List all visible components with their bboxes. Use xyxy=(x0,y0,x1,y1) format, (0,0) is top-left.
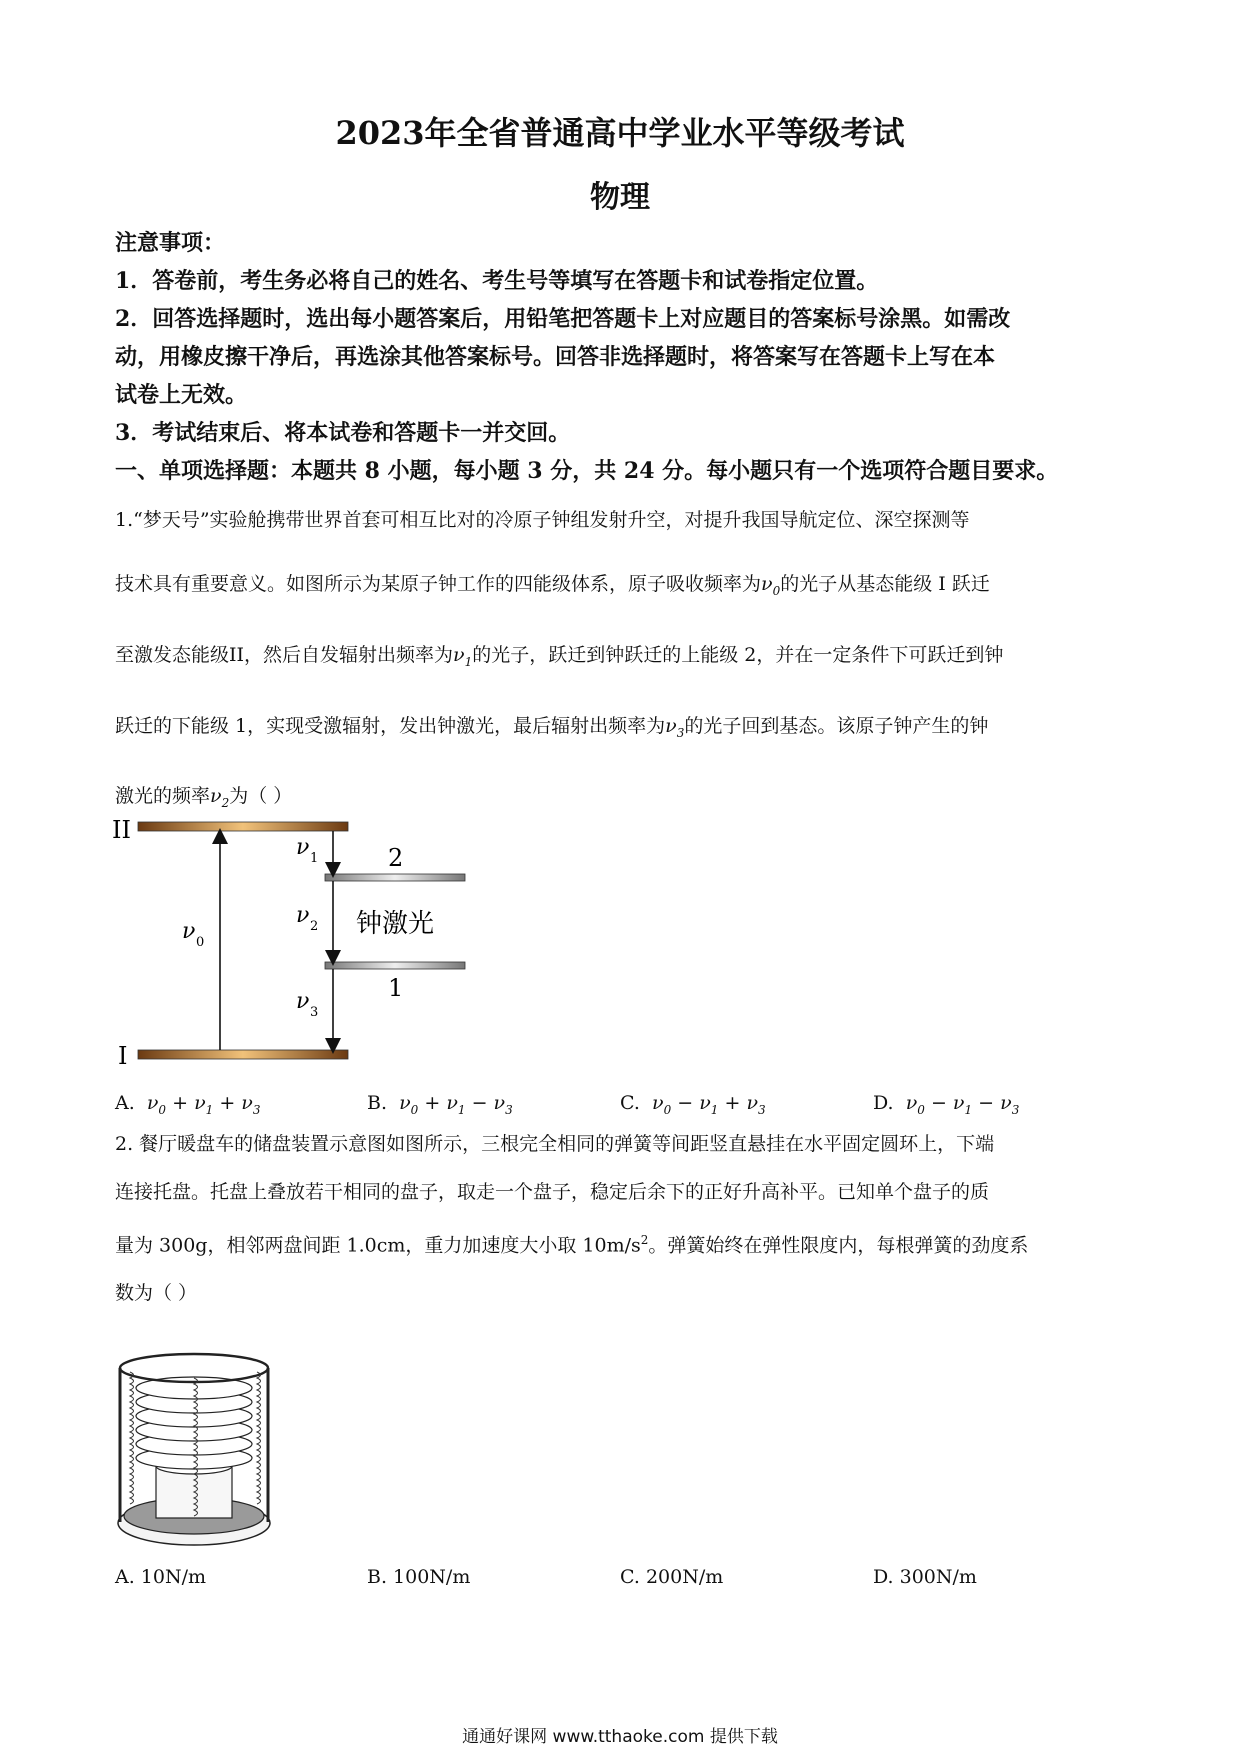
q1-line5: 激光的频率$\nu_2$为（ ） xyxy=(115,785,293,811)
clock-laser-label: 钟激光 xyxy=(356,909,435,939)
plate-warmer-illustration xyxy=(112,1348,277,1553)
svg-text:1: 1 xyxy=(310,851,319,866)
nu0-symbol: $\nu_0$ xyxy=(761,573,781,598)
q1-option-c[interactable]: C. $\nu_0 - \nu_1 + \nu_3$ xyxy=(620,1092,766,1117)
diagram-nu0-label xyxy=(182,919,204,950)
question-1-text xyxy=(115,488,1145,835)
q1-option-a[interactable]: A. $\nu_0 + \nu_1 + \nu_3$ xyxy=(115,1092,261,1117)
diagram-nu3-label xyxy=(296,989,318,1020)
nu1-symbol: $\nu_1$ xyxy=(453,643,473,669)
level-1-bar xyxy=(325,962,465,969)
q2-option-d[interactable]: D. 300N/m xyxy=(873,1566,977,1588)
q1-line1: 1.“梦天号”实验舱携带世界首套可相互比对的冷原子钟组发射升空，对提升我国导航定位、深空探测等 xyxy=(115,509,970,531)
svg-text:ν: ν xyxy=(296,903,310,928)
q1-line2: 技术具有重要意义。如图所示为某原子钟工作的四能级体系，原子吸收频率为$\nu_0$的光子从基态能级 I 跃迁 xyxy=(115,573,990,598)
q2-line2: 连接托盘。托盘上叠放若干相同的盘子，取走一个盘子，稳定后余下的正好升高补平。已知单个盘子的质 xyxy=(115,1181,990,1203)
q1-line4: 跃迁的下能级 1，实现受激辐射，发出钟激光，最后辐射出频率为$\nu_3$的光子回到基态。该原子钟产生的钟 xyxy=(115,714,989,740)
svg-text:ν: ν xyxy=(296,835,310,860)
level-2-label: 2 xyxy=(388,844,404,872)
svg-text:ν: ν xyxy=(296,989,310,1014)
notice-item-2-line2: 动，用橡皮擦干净后，再选涂其他答案标号。回答非选择题时，将答案写在答题卡上写在本 xyxy=(115,344,996,370)
level-I-label: I xyxy=(118,1042,128,1070)
notice-item-3: 3．考试结束后、将本试卷和答题卡一并交回。 xyxy=(115,420,571,446)
q2-option-c[interactable]: C. 200N/m xyxy=(620,1566,724,1588)
notice-item-2-line1: 2．回答选择题时，选出每小题答案后，用铅笔把答题卡上对应题目的答案标号涂黑。如需改 xyxy=(115,306,1011,332)
notice-block xyxy=(115,224,1145,490)
svg-text:2: 2 xyxy=(310,919,319,934)
q2-line3: 量为 300g，相邻两盘间距 1.0cm，重力加速度大小取 $10m/s^2$。弹簧始终在弹性限度内，每根弹簧的劲度系 xyxy=(115,1233,1029,1257)
q1-option-d[interactable]: D. $\nu_0 - \nu_1 - \nu_3$ xyxy=(873,1092,1020,1117)
svg-text:ν: ν xyxy=(182,919,196,944)
nu3-symbol: $\nu_3$ xyxy=(665,714,685,740)
notice-heading: 注意事项： xyxy=(115,230,226,256)
level-II-label: II xyxy=(112,816,131,844)
svg-text:0: 0 xyxy=(196,935,205,950)
diagram-nu1-label xyxy=(296,835,318,866)
exam-title: 2023年全省普通高中学业水平等级考试 xyxy=(335,114,905,152)
notice-item-1: 1．答卷前，考生务必将自己的姓名、考生号等填写在答题卡和试卷指定位置。 xyxy=(115,268,879,294)
question-2-text xyxy=(115,1120,1145,1317)
section1-heading: 一、单项选择题：本题共 8 小题，每小题 3 分，共 24 分。每小题只有一个选项符合题目要求。 xyxy=(115,458,1059,484)
notice-item-2-line3: 试卷上无效。 xyxy=(115,382,248,408)
q1-line3: 至激发态能级II，然后自发辐射出频率为$\nu_1$的光子，跃迁到钟跃迁的上能级 2，并在一定条件下可跃迁到钟 xyxy=(115,643,1004,669)
q2-line4: 数为（ ） xyxy=(115,1282,198,1305)
level-1-label: 1 xyxy=(388,974,404,1002)
energy-level-diagram xyxy=(110,810,480,1070)
diagram-nu2-label xyxy=(296,903,318,934)
level-II-bar xyxy=(138,822,348,831)
q2-line1: 2. 餐厅暖盘车的储盘装置示意图如图所示，三根完全相同的弹簧等间距竖直悬挂在水平固定圆环上，下端 xyxy=(115,1133,995,1155)
q2-option-b[interactable]: B. 100N/m xyxy=(367,1566,471,1588)
svg-text:3: 3 xyxy=(310,1005,319,1020)
q2-option-a[interactable]: A. 10N/m xyxy=(115,1566,207,1588)
level-2-bar xyxy=(325,874,465,881)
level-I-bar xyxy=(138,1050,348,1059)
q1-option-b[interactable]: B. $\nu_0 + \nu_1 - \nu_3$ xyxy=(367,1092,513,1117)
page-footer: 通通好课网 www.tthaoke.com 提供下载 xyxy=(462,1727,778,1747)
nu2-symbol: $\nu_2$ xyxy=(210,785,230,811)
exam-subject: 物理 xyxy=(590,180,650,215)
